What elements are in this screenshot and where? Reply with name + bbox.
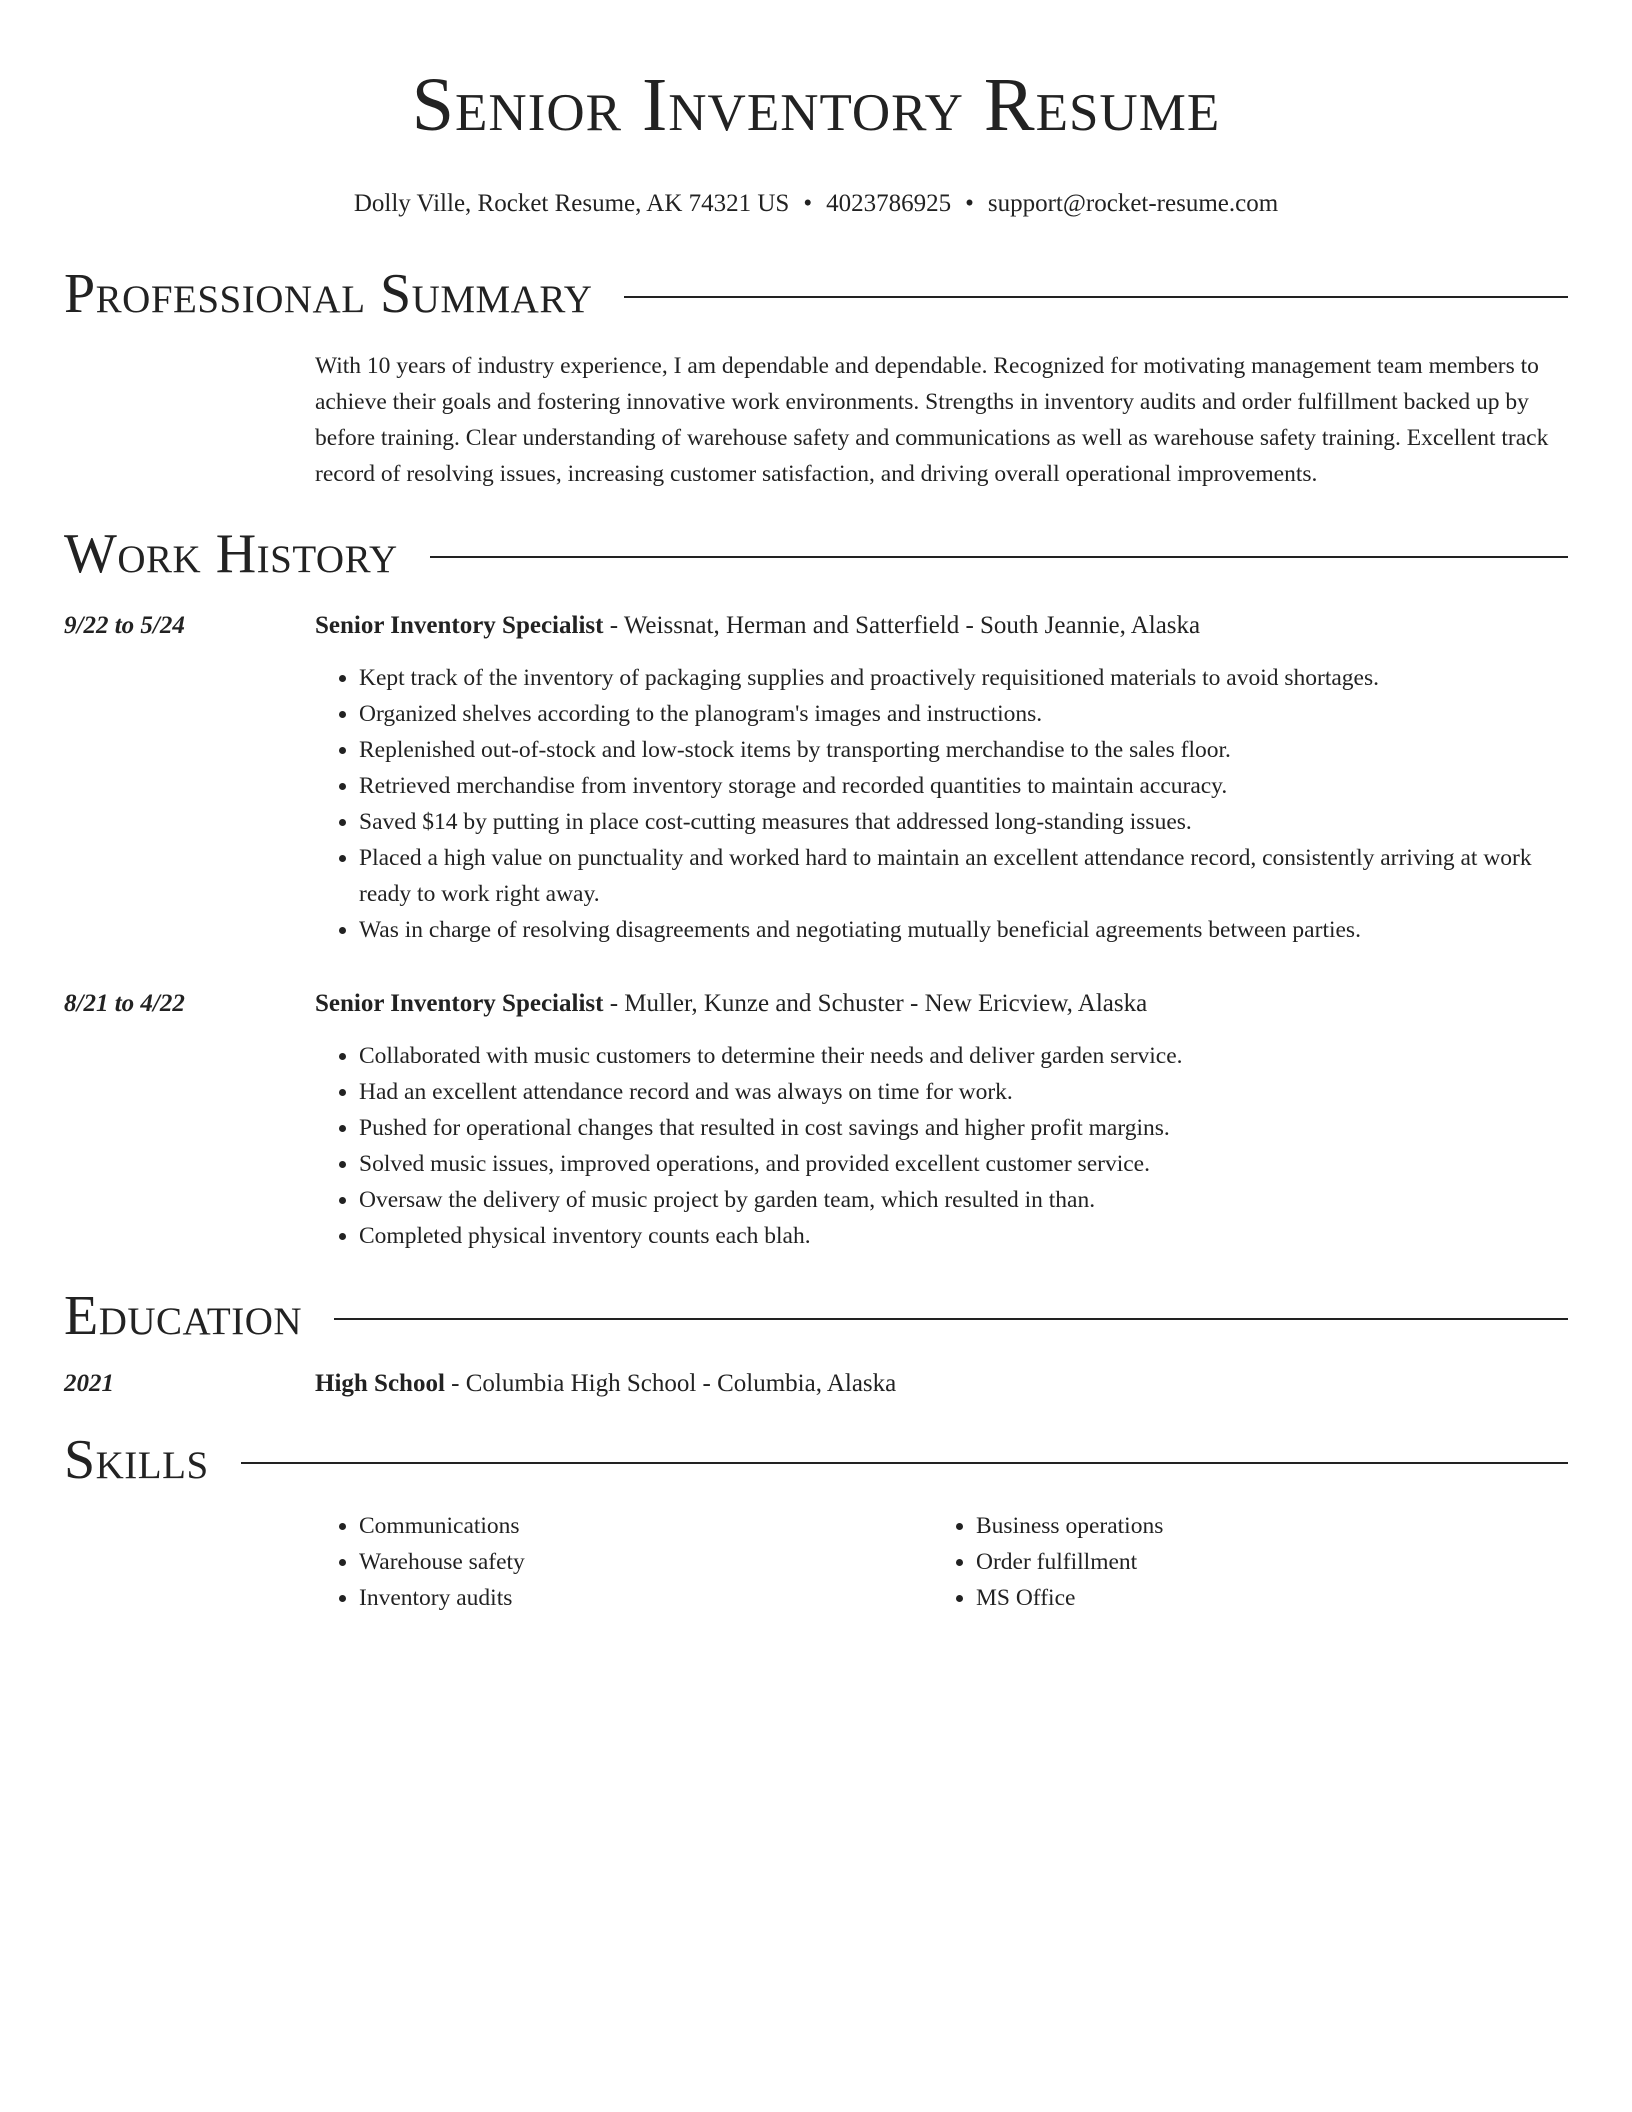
skills-left-list <box>315 1508 932 1616</box>
education-details: - Columbia High School - Columbia, Alaska <box>444 1370 897 1397</box>
education-body <box>315 1366 1568 1402</box>
skill-item: • Warehouse safety <box>359 1544 932 1580</box>
job-details: - Weissnat, Herman and Satterfield - South Jeannie, Alaska <box>603 612 1201 639</box>
job-body <box>315 608 1568 948</box>
list-item: • Replenished out-of-stock and low-stock items by transporting merchandise to the sales floor. <box>359 732 1568 768</box>
job-dates: 9/22 to 5/24 <box>64 612 185 639</box>
work-history-section <box>64 522 1568 1254</box>
summary-heading: Professional Summary <box>64 263 593 325</box>
skill-item: • MS Office <box>976 1580 1549 1616</box>
job-details: - Muller, Kunze and Schuster - New Ericview, Alaska <box>603 990 1148 1017</box>
job-body <box>315 986 1568 1254</box>
contact-separator: • <box>803 190 813 217</box>
list-item: • Placed a high value on punctuality and worked hard to maintain an excellent attendance record, consistently arriving at work ready to work right away. <box>359 840 1568 912</box>
list-item: • Saved $14 by putting in place cost-cutting measures that addressed long-standing issues. <box>359 804 1568 840</box>
list-item: • Pushed for operational changes that resulted in cost savings and higher profit margins. <box>359 1110 1568 1146</box>
skill-item: • Business operations <box>976 1508 1549 1544</box>
work-history-header <box>64 522 1568 586</box>
skills-header <box>64 1428 1568 1492</box>
contact-separator: • <box>965 190 974 217</box>
contact-email: support@rocket-resume.com <box>987 190 1279 217</box>
education-header <box>64 1284 1568 1348</box>
education-section <box>64 1284 1568 1402</box>
summary-section <box>64 262 1568 492</box>
skills-section <box>64 1428 1568 1616</box>
skill-item: • Order fulfillment <box>976 1544 1549 1580</box>
contact-line <box>64 188 1568 220</box>
job-dates: 8/21 to 4/22 <box>64 990 185 1017</box>
education-degree: High School <box>315 1370 445 1397</box>
job-bullets <box>315 660 1568 948</box>
contact-phone: 4023786925 <box>826 190 952 217</box>
list-item: • Solved music issues, improved operations, and provided excellent customer service. <box>359 1146 1568 1182</box>
section-divider <box>624 296 1568 298</box>
job-heading <box>315 986 1568 1022</box>
skills-right-list <box>932 1508 1549 1616</box>
job-entry <box>64 986 1568 1254</box>
list-item: • Kept track of the inventory of packaging supplies and proactively requisitioned materials to avoid shortages. <box>359 660 1568 696</box>
list-item: • Collaborated with music customers to determine their needs and deliver garden service. <box>359 1038 1568 1074</box>
education-year: 2021 <box>64 1370 114 1397</box>
job-heading <box>315 608 1568 644</box>
list-item: • Retrieved merchandise from inventory storage and recorded quantities to maintain accuracy. <box>359 768 1568 804</box>
education-heading-line <box>315 1366 1568 1402</box>
contact-address: Dolly Ville, Rocket Resume, AK 74321 US <box>353 190 790 217</box>
work-history-heading: Work History <box>64 523 398 585</box>
skills-column-right <box>932 1508 1549 1616</box>
skill-item: • Communications <box>359 1508 932 1544</box>
list-item: • Was in charge of resolving disagreements and negotiating mutually beneficial agreements between parties. <box>359 912 1568 948</box>
section-divider <box>334 1318 1568 1320</box>
skills-list <box>315 1508 1568 1616</box>
job-entry <box>64 608 1568 948</box>
skills-heading: Skills <box>64 1429 209 1491</box>
job-role: Senior Inventory Specialist <box>315 990 604 1017</box>
list-item: • Organized shelves according to the planogram's images and instructions. <box>359 696 1568 732</box>
education-heading: Education <box>64 1285 303 1347</box>
section-divider <box>430 556 1568 558</box>
skill-item: • Inventory audits <box>359 1580 932 1616</box>
section-divider <box>241 1462 1568 1464</box>
job-role: Senior Inventory Specialist <box>315 612 604 639</box>
resume-title: Senior Inventory Resume <box>411 63 1221 147</box>
skills-column-left <box>315 1508 932 1616</box>
summary-text: With 10 years of industry experience, I am dependable and dependable. Recognized for motivating management team members to achieve their goals and fostering innovative work environments. Strengths in inventory audits and order fulfillment backed up by before training. Clear understanding of warehouse safety and communications as well as warehouse safety training. Excellent track record of resolving issues, increasing customer satisfaction, and driving overall operational improvements. <box>315 353 1549 487</box>
list-item: • Had an excellent attendance record and was always on time for work. <box>359 1074 1568 1110</box>
list-item: • Oversaw the delivery of music project by garden team, which resulted in than. <box>359 1182 1568 1218</box>
education-entry <box>64 1366 1568 1402</box>
job-bullets <box>315 1038 1568 1254</box>
summary-header <box>64 262 1568 326</box>
list-item: • Completed physical inventory counts each blah. <box>359 1218 1568 1254</box>
